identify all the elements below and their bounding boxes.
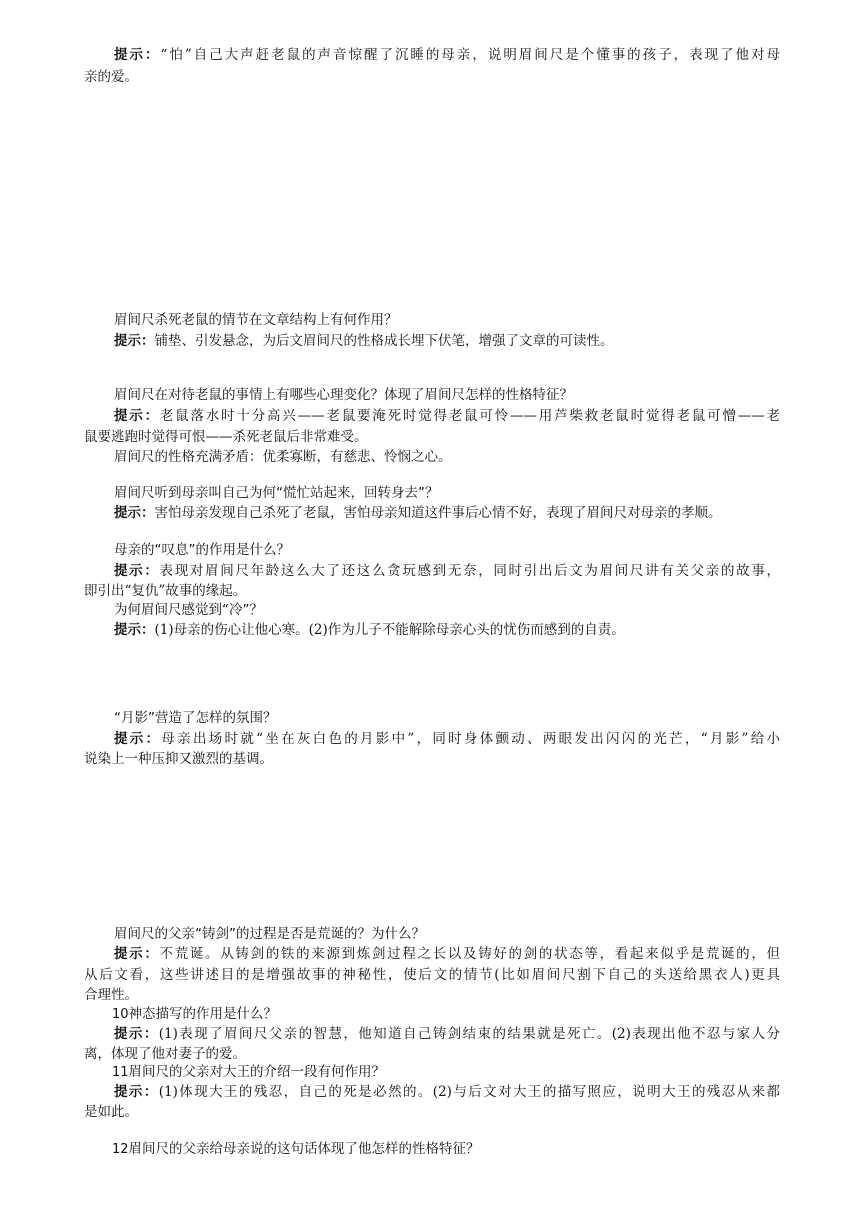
hint-label: 提示： xyxy=(114,408,160,424)
hint-label: 提示： xyxy=(114,731,162,747)
question-number: 12 xyxy=(112,1142,129,1157)
question: 为何眉间尺感觉到“冷”？ xyxy=(114,602,263,618)
answer-line: 即引出“复仇”故事的缘起。 xyxy=(84,583,247,599)
hint-label: 提示： xyxy=(114,505,155,521)
answer-line: 是如此。 xyxy=(84,1104,138,1120)
question: 母亲的“叹息”的作用是什么？ xyxy=(114,542,290,558)
answer-line: 提示：铺垫、引发悬念，为后文眉间尺的性格成长埋下伏笔，增强了文章的可读性。 xyxy=(114,333,614,349)
answer-line: 提示：(1)母亲的伤心让他心寒。(2)作为儿子不能解除母亲心头的忧伤而感到的自责。 xyxy=(114,622,625,638)
question: 眉间尺杀死老鼠的情节在文章结构上有何作用？ xyxy=(114,312,398,328)
question: 眉间尺在对待老鼠的事情上有哪些心理变化？体现了眉间尺怎样的性格特征？ xyxy=(114,387,573,403)
question-number: 11 xyxy=(112,1065,129,1080)
question: 10神态描写的作用是什么？ xyxy=(112,1006,278,1022)
answer-line: 鼠要逃跑时觉得可恨——杀死老鼠后非常难受。 xyxy=(84,429,368,445)
question: 11眉间尺的父亲对大王的介绍一段有何作用？ xyxy=(112,1064,386,1080)
question: “月影”营造了怎样的氛围？ xyxy=(114,710,277,726)
answer-line: 提示：母亲出场时就“坐在灰白色的月影中”，同时身体颤动、两眼发出闪闪的光芒，“月影”给小 xyxy=(114,731,781,747)
answer-line: 离，体现了他对妻子的爱。 xyxy=(84,1046,246,1062)
question-number: 10 xyxy=(112,1007,129,1022)
answer-line: 从后文看，这些讲述目的是增强故事的神秘性，使后文的情节(比如眉间尺割下自己的头送给黑衣人)更具 xyxy=(84,967,780,983)
answer-line: 合理性。 xyxy=(84,987,138,1003)
hint-label: 提示： xyxy=(114,1026,159,1042)
hint-label: 提示： xyxy=(114,622,155,638)
hint-label: 提示： xyxy=(114,946,160,962)
hint-label: 提示： xyxy=(114,333,155,349)
hint-label: 提示： xyxy=(114,47,161,63)
answer-line: 提示：表现对眉间尺年龄这么大了还这么贪玩感到无奈，同时引出后文为眉间尺讲有关父亲的故事， xyxy=(114,563,781,579)
answer-line: 眉间尺的性格充满矛盾：优柔寡断，有慈悲、怜悯之心。 xyxy=(114,449,452,465)
answer-line: 提示：不荒诞。从铸剑的铁的来源到炼剑过程之长以及铸好的剑的状态等，看起来似乎是荒诞的，但 xyxy=(114,946,781,962)
question: 12眉间尺的父亲给母亲说的这句话体现了他怎样的性格特征？ xyxy=(112,1141,480,1157)
answer-line: 说染上一种压抑又激烈的基调。 xyxy=(84,751,273,767)
answer-line: 提示：(1)表现了眉间尺父亲的智慧，他知道自己铸剑结束的结果就是死亡。(2)表现出他不忍与家人分 xyxy=(114,1026,781,1042)
hint-label: 提示： xyxy=(114,563,160,579)
answer-line: 提示：害怕母亲发现自己杀死了老鼠，害怕母亲知道这件事后心情不好，表现了眉间尺对母亲的孝顺。 xyxy=(114,505,722,521)
answer-line: 提示：老鼠落水时十分高兴——老鼠要淹死时觉得老鼠可怜——用芦柴救老鼠时觉得老鼠可憎——老 xyxy=(114,408,781,424)
question: 眉间尺的父亲“铸剑”的过程是否是荒诞的？为什么？ xyxy=(114,926,425,942)
hint-label: 提示： xyxy=(114,1084,159,1100)
answer-line: 提示：“怕”自己大声赶老鼠的声音惊醒了沉睡的母亲，说明眉间尺是个懂事的孩子，表现了他对母 xyxy=(114,47,780,63)
answer-line: 提示：(1)体现大王的残忍，自己的死是必然的。(2)与后文对大王的描写照应，说明大王的残忍从来都 xyxy=(114,1084,781,1100)
answer-line: 亲的爱。 xyxy=(84,69,138,85)
question: 眉间尺听到母亲叫自己为何“慌忙站起来，回转身去”？ xyxy=(114,485,439,501)
